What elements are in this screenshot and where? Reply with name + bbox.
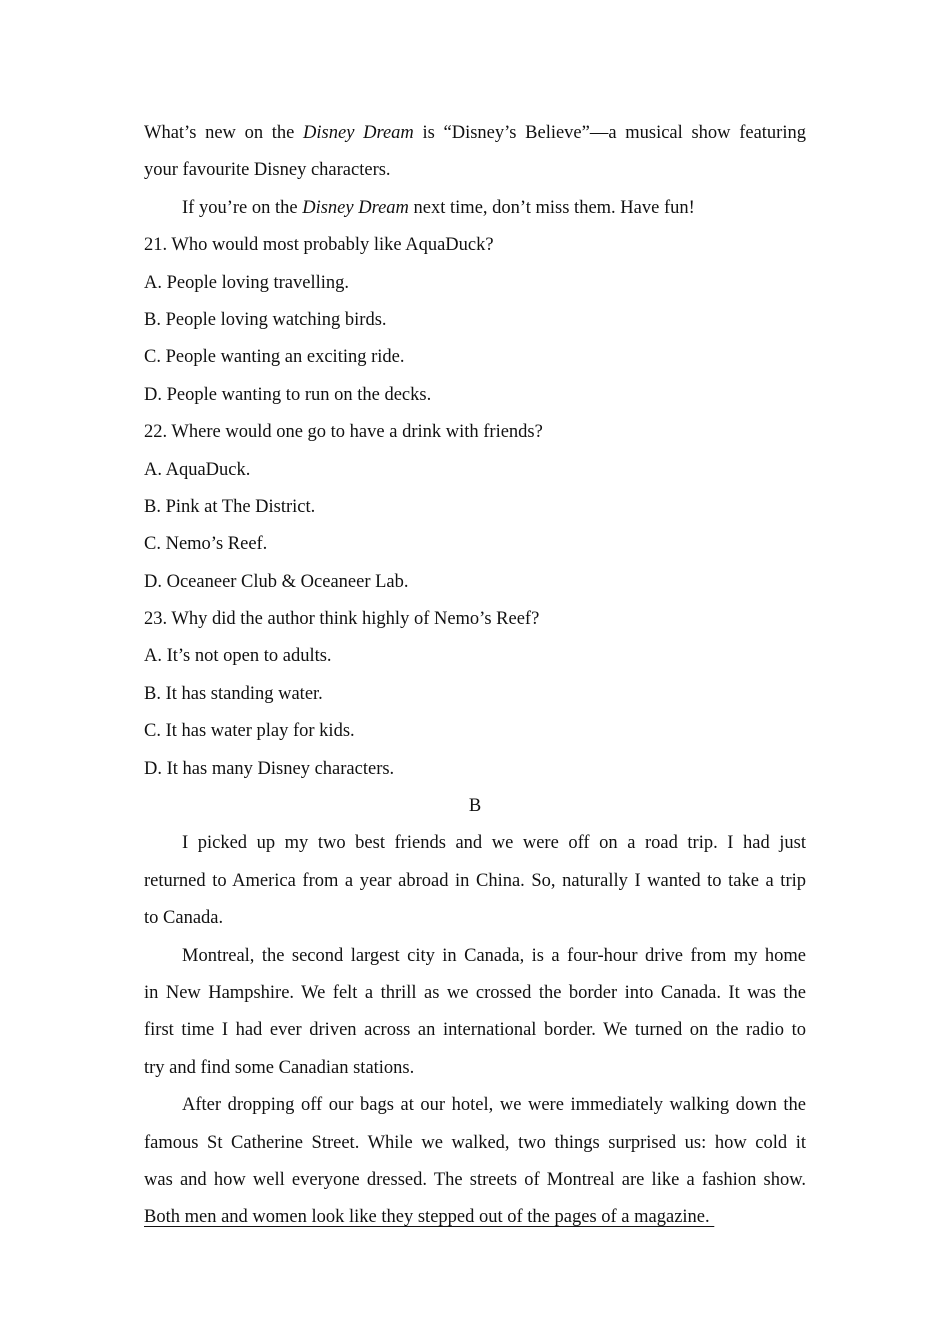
passage-paragraph-3	[144, 1087, 806, 1237]
document-page	[144, 115, 806, 1237]
question-21	[144, 227, 806, 414]
option-d: D. People wanting to run on the decks.	[144, 384, 432, 405]
intro-line-2: your favourite Disney characters.	[144, 160, 391, 181]
question-22	[144, 414, 806, 601]
paragraph-line: was and how well everyone dressed. The streets of Montreal are like a fashion show.	[144, 1169, 806, 1190]
underlined-sentence: Both men and women look like they stepped out of the pages of a magazine.	[144, 1207, 715, 1228]
option-d: D. It has many Disney characters.	[144, 758, 395, 779]
option-b: B. It has standing water.	[144, 683, 323, 704]
intro-text: next time, don’t miss them. Have fun!	[408, 197, 695, 218]
paragraph-line: try and find some Canadian stations.	[144, 1057, 415, 1078]
option-c: C. People wanting an exciting ride.	[144, 347, 405, 368]
option-b: B. Pink at The District.	[144, 496, 316, 517]
paragraph-line: I picked up my two best friends and we were off on a road trip. I had just	[182, 833, 806, 854]
underlined-sentence-line	[144, 1199, 806, 1236]
question-23	[144, 601, 806, 788]
option-d: D. Oceaneer Club & Oceaneer Lab.	[144, 571, 409, 592]
ship-name: Disney Dream	[303, 123, 414, 143]
paragraph-line: famous St Catherine Street. While we walked, two things surprised us: how cold it	[144, 1132, 806, 1153]
option-b: B. People loving watching birds.	[144, 309, 387, 330]
intro-text: If you’re on the	[182, 197, 303, 218]
intro-line-1	[144, 115, 806, 152]
option-a: A. AquaDuck.	[144, 459, 251, 480]
paragraph-line: first time I had ever driven across an international border. We turned on the radio to	[144, 1020, 806, 1041]
paragraph-line: returned to America from a year abroad in China. So, naturally I wanted to take a trip	[144, 870, 806, 891]
question-stem: 23. Why did the author think highly of Nemo’s Reef?	[144, 609, 540, 630]
intro-text: is “Disney’s Believe”—a musical show featuring	[413, 123, 806, 143]
option-c: C. Nemo’s Reef.	[144, 534, 268, 555]
paragraph-line: After dropping off our bags at our hotel, we were immediately walking down the	[182, 1095, 806, 1116]
intro-text: What’s new on the	[144, 123, 304, 143]
intro-line-3	[144, 190, 806, 227]
paragraph-line: to Canada.	[144, 908, 224, 929]
passage-paragraph-2	[144, 938, 806, 1088]
question-stem: 21. Who would most probably like AquaDuck?	[144, 235, 494, 256]
paragraph-line: in New Hampshire. We felt a thrill as we crossed the border into Canada. It was the	[144, 982, 806, 1003]
passage-paragraph-1	[144, 825, 806, 937]
option-c: C. It has water play for kids.	[144, 721, 355, 742]
option-a: A. People loving travelling.	[144, 272, 350, 293]
question-stem: 22. Where would one go to have a drink with friends?	[144, 422, 543, 443]
paragraph-line: Montreal, the second largest city in Canada, is a four-hour drive from my home	[182, 945, 806, 966]
option-a: A. It’s not open to adults.	[144, 646, 332, 667]
ship-name: Disney Dream	[302, 197, 409, 218]
section-heading: B	[468, 796, 482, 817]
